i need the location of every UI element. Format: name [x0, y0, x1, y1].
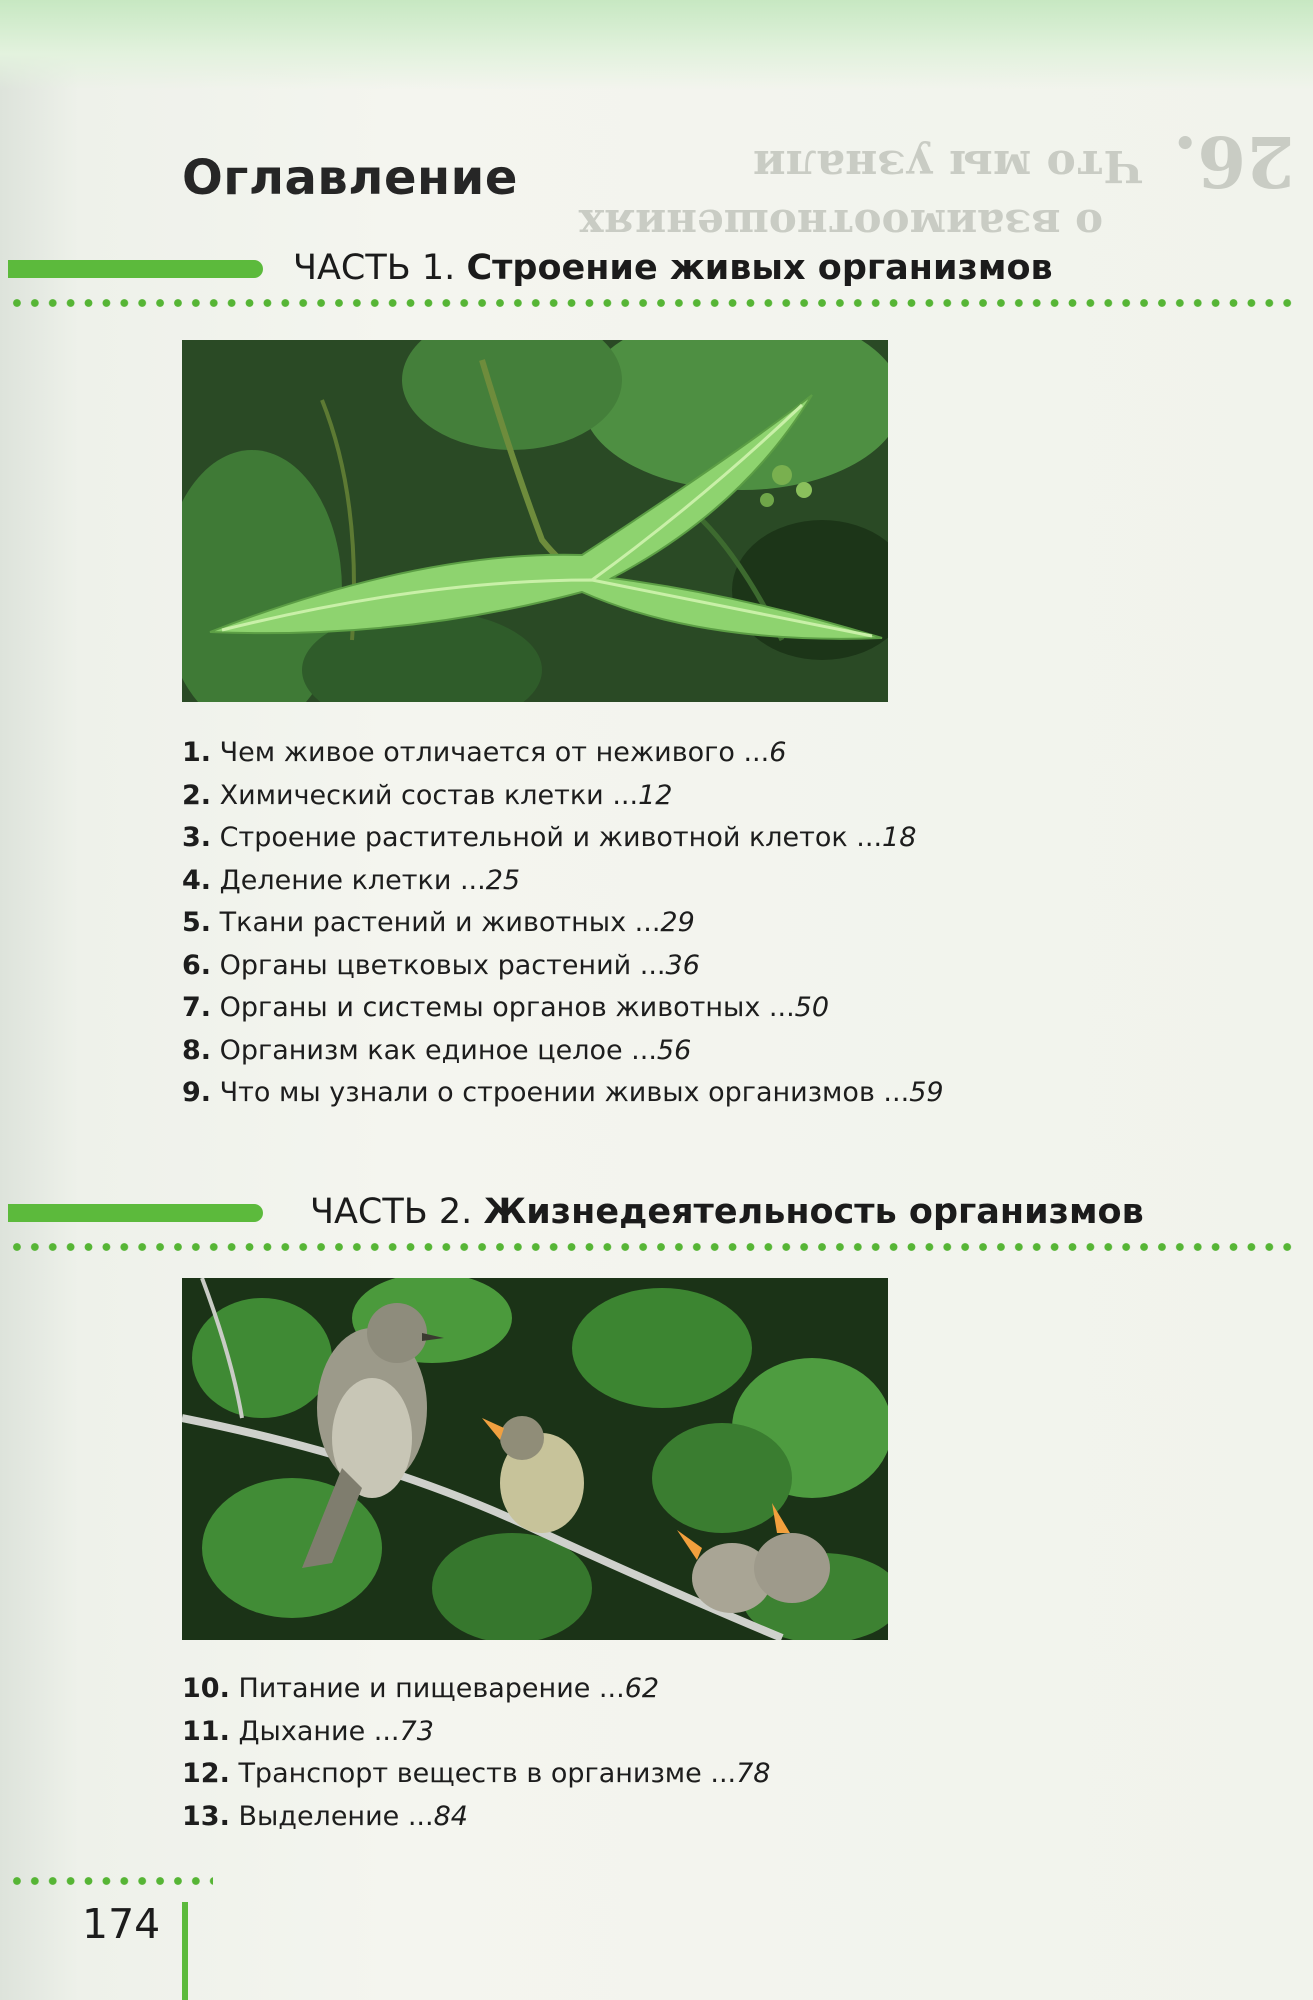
chapter-page: 6	[769, 737, 787, 768]
chapter-number: 9.	[182, 1077, 212, 1108]
part-label: ЧАСТЬ 2.	[310, 1192, 473, 1232]
chapter-title: Выделение ...	[238, 1800, 434, 1832]
chapter-title: Питание и пищеварение ...	[238, 1673, 625, 1704]
toc-list-part-2	[182, 1668, 770, 1838]
toc-entry[interactable]	[182, 1668, 770, 1711]
chapter-number: 3.	[182, 822, 212, 853]
bleed-through-text: Что мы узнали	[752, 140, 1143, 191]
chapter-page: 12	[638, 779, 673, 811]
chapter-number: 6.	[182, 949, 212, 981]
toc-entry[interactable]	[182, 732, 944, 775]
chapter-number: 12.	[182, 1758, 230, 1789]
chapter-title: Чем живое отличается от неживого ...	[219, 737, 770, 768]
chapter-number: 11.	[182, 1715, 230, 1747]
chapter-page: 25	[485, 864, 521, 896]
chapter-number: 1.	[182, 737, 212, 768]
chapter-number: 4.	[182, 864, 212, 896]
chapter-title: Деление клетки ...	[219, 864, 486, 896]
birds-nest-photo	[182, 1278, 888, 1640]
top-green-band	[0, 0, 1313, 90]
chapter-page: 29	[660, 907, 695, 938]
chapter-number: 5.	[182, 907, 212, 938]
toc-entry[interactable]	[182, 860, 944, 903]
chapter-number: 8.	[182, 1034, 212, 1066]
toc-entry[interactable]	[182, 1030, 944, 1073]
toc-entry[interactable]	[182, 902, 944, 945]
chapter-page: 78	[736, 1758, 771, 1789]
chapter-title: Органы цветковых растений ...	[219, 949, 666, 981]
chapter-title: Что мы узнали о строении живых организмов ...	[219, 1077, 910, 1108]
part-accent-bar	[8, 260, 263, 278]
chapter-number: 2.	[182, 779, 212, 811]
bleed-through-text: о взаимоотношениях	[578, 200, 1103, 249]
page-number: 174	[82, 1900, 161, 1948]
chapter-page: 36	[665, 949, 700, 981]
part-header-2	[0, 1192, 1313, 1262]
dotted-divider	[8, 298, 1300, 308]
part-accent-bar	[8, 1204, 263, 1222]
chapter-page: 59	[909, 1077, 944, 1108]
part-name: Строение живых организмов	[466, 248, 1053, 288]
part-title	[293, 248, 1053, 288]
toc-entry[interactable]	[182, 987, 944, 1030]
toc-entry[interactable]	[182, 945, 944, 988]
chapter-page: 50	[794, 992, 830, 1023]
chapter-page: 73	[399, 1715, 434, 1747]
chapter-title: Органы и системы органов животных ...	[219, 992, 795, 1023]
toc-entry[interactable]	[182, 775, 944, 818]
bleed-through-text: 26.	[1173, 120, 1295, 203]
chapter-title: Дыхание ...	[238, 1715, 400, 1747]
chapter-page: 56	[656, 1034, 692, 1066]
footer-dotted-divider	[8, 1875, 213, 1887]
chapter-title: Транспорт веществ в организме ...	[238, 1758, 737, 1789]
page-title: Оглавление	[182, 150, 518, 207]
part-label: ЧАСТЬ 1.	[293, 248, 456, 288]
chapter-page: 18	[882, 822, 917, 853]
birds-nest-image	[182, 1278, 888, 1640]
footer-accent-rule	[182, 1902, 188, 2000]
chapter-number: 7.	[182, 992, 212, 1023]
part-title	[310, 1192, 1144, 1232]
toc-entry[interactable]	[182, 1796, 770, 1839]
toc-entry[interactable]	[182, 1753, 770, 1796]
dotted-divider	[8, 1242, 1300, 1252]
plant-leaf-photo	[182, 340, 888, 702]
toc-entry[interactable]	[182, 817, 944, 860]
toc-list-part-1	[182, 732, 944, 1115]
plant-leaf-image	[182, 340, 888, 702]
chapter-title: Строение растительной и животной клеток ...	[219, 822, 883, 853]
part-header-1	[0, 248, 1313, 318]
chapter-number: 10.	[182, 1673, 230, 1704]
chapter-number: 13.	[182, 1800, 230, 1832]
toc-entry[interactable]	[182, 1711, 770, 1754]
chapter-page: 62	[624, 1673, 660, 1704]
toc-entry[interactable]	[182, 1072, 944, 1115]
chapter-title: Организм как единое целое ...	[219, 1034, 657, 1066]
part-name: Жизнедеятельность организмов	[483, 1192, 1144, 1232]
chapter-page: 84	[433, 1800, 468, 1832]
chapter-title: Химический состав клетки ...	[219, 779, 639, 811]
chapter-title: Ткани растений и животных ...	[219, 907, 661, 938]
